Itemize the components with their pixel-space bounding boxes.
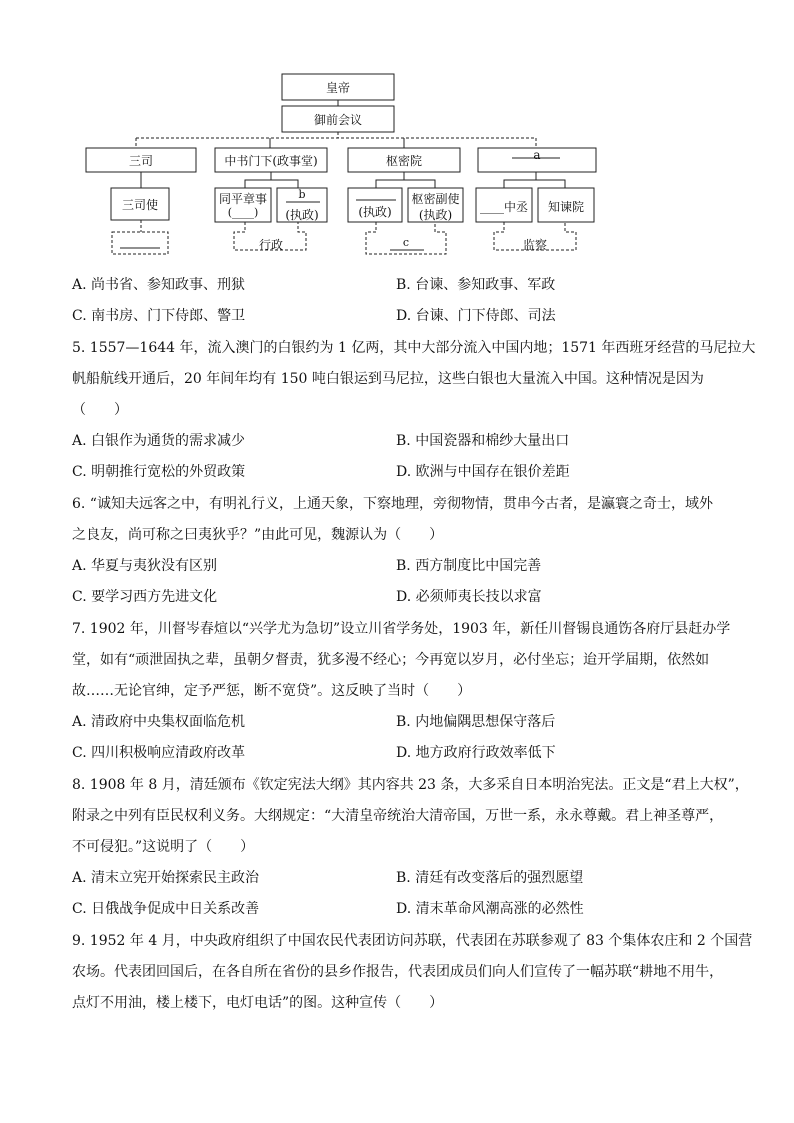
zhongshu-child2-bottom: (执政) (285, 208, 319, 222)
q8-stem-line2: 附录之中列有臣民权利义务。大纲规定：“大清皇帝统治大清帝国，万世一系，永永尊戴。君上神圣尊严， (72, 808, 724, 824)
q7-option-a[interactable]: A. 清政府中央集权面临危机 (72, 714, 246, 730)
q7-stem-line1: 7. 1902 年，川督岑春煊以“兴学尤为急切”设立川省学务处，1903 年，新任川督锡良通饬各府厅县赶办学 (72, 621, 731, 637)
group-admin-label: 行政 (258, 238, 283, 252)
q5-option-a[interactable]: A. 白银作为通货的需求减少 (72, 433, 246, 449)
q8-option-c[interactable]: C. 日俄战争促成中日关系改善 (72, 901, 260, 917)
yushi-child1-label: ____中丞 (479, 200, 528, 214)
q5-option-d[interactable]: D. 欧洲与中国存在银价差距 (396, 464, 570, 480)
group-supervise-label: 监察 (522, 238, 547, 252)
yushi-child2-label: 知谏院 (547, 200, 584, 214)
zhongshu-child1-label: 同平章事 (218, 192, 267, 206)
q9-stem-line3: 点灯不用油，楼上楼下，电灯电话”的图。这种宣传（ ） (72, 995, 444, 1011)
branch-label-a: a (533, 148, 541, 162)
q4-option-c[interactable]: C. 南书房、门下侍郎、警卫 (72, 308, 246, 324)
q7-stem-line3: 故……无论官绅，定予严惩，断不宽贷”。这反映了当时（ ） (72, 683, 472, 699)
branch-label-shumi: 枢密院 (385, 154, 422, 168)
q7-option-d[interactable]: D. 地方政府行政效率低下 (396, 745, 556, 761)
q4-option-d[interactable]: D. 台谏、门下侍郎、司法 (396, 308, 556, 324)
shumi-child2-bottom: (执政) (418, 208, 453, 222)
q8-stem-line3: 不可侵犯。”这说明了（ ） (72, 839, 255, 855)
q9-stem-line2: 农场。代表团回国后，在各自所在省份的县乡作报告，代表团成员们向人们宣传了一幅苏联“耕地不用牛， (72, 964, 724, 980)
q9-stem-line1: 9. 1952 年 4 月，中央政府组织了中国农民代表团访问苏联，代表团在苏联参观了 83 个集体农庄和 2 个国营 (72, 933, 753, 949)
sansi-child-label: 三司使 (121, 198, 158, 212)
q5-option-b[interactable]: B. 中国瓷器和棉纱大量出口 (396, 433, 570, 449)
q5-option-c[interactable]: C. 明朝推行宽松的外贸政策 (72, 464, 246, 480)
q8-option-a[interactable]: A. 清末立宪开始探索民主政治 (72, 870, 260, 886)
q5-stem-line1: 5. 1557—1644 年，流入澳门的白银约为 1 亿两，其中大部分流入中国内地；1571 年西班牙经营的马尼拉大 (72, 340, 756, 356)
branch-label-zhongshu: 中书门下(政事堂) (224, 154, 318, 168)
emperor-label: 皇帝 (325, 81, 350, 95)
zhongshu-child1-paren: (____) (227, 206, 259, 219)
sansi-blank-box (112, 232, 168, 254)
q6-stem-line2: 之良友，尚可称之曰夷狄乎？”由此可见，魏源认为（ ） (72, 527, 444, 543)
song-government-diagram (0, 60, 794, 270)
q4-option-b[interactable]: B. 台谏、参知政事、军政 (396, 277, 556, 293)
q6-stem-line1: 6. “诚知夫远客之中，有明礼行义，上通天象，下察地理，旁彻物情，贯串今古者，是瀛寰之奇士，域外 (72, 496, 713, 512)
q8-option-d[interactable]: D. 清末革命风潮高涨的必然性 (396, 901, 584, 917)
q7-stem-line2: 堂，如有“顽泄固执之辈，虽朝夕督责，犹多漫不经心；今再宽以岁月，必付坐忘；迨开学届期，依然如 (72, 652, 710, 668)
q8-option-b[interactable]: B. 清廷有改变落后的强烈愿望 (396, 870, 584, 886)
q7-option-c[interactable]: C. 四川积极响应清政府改革 (72, 745, 246, 761)
branch-label-sansi: 三司 (128, 154, 153, 168)
q6-option-a[interactable]: A. 华夏与夷狄没有区别 (72, 558, 218, 574)
q8-stem-line1: 8. 1908 年 8 月，清廷颁布《钦定宪法大纲》其内容共 23 条，大多采自日本明治宪法。正文是“君上大权”， (72, 777, 749, 793)
q5-stem-line2: 帆船航线开通后，20 年间年均有 150 吨白银运到马尼拉，这些白银也大量流入中国。这种情况是因为 (72, 371, 704, 387)
q7-option-b[interactable]: B. 内地偏隅思想保守落后 (396, 714, 556, 730)
q5-stem-line3: （ ） (72, 402, 128, 418)
council-label: 御前会议 (313, 113, 362, 127)
q6-option-b[interactable]: B. 西方制度比中国完善 (396, 558, 542, 574)
shumi-child2-top: 枢密副使 (411, 192, 460, 206)
group-c-label: c (402, 236, 410, 249)
q6-option-c[interactable]: C. 要学习西方先进文化 (72, 589, 218, 605)
q6-option-d[interactable]: D. 必须师夷长技以求富 (396, 589, 542, 605)
q4-option-a[interactable]: A. 尚书省、参知政事、刑狱 (72, 277, 246, 293)
shumi-child1-label: (执政) (358, 205, 392, 219)
zhongshu-child2-top: b (298, 188, 306, 201)
